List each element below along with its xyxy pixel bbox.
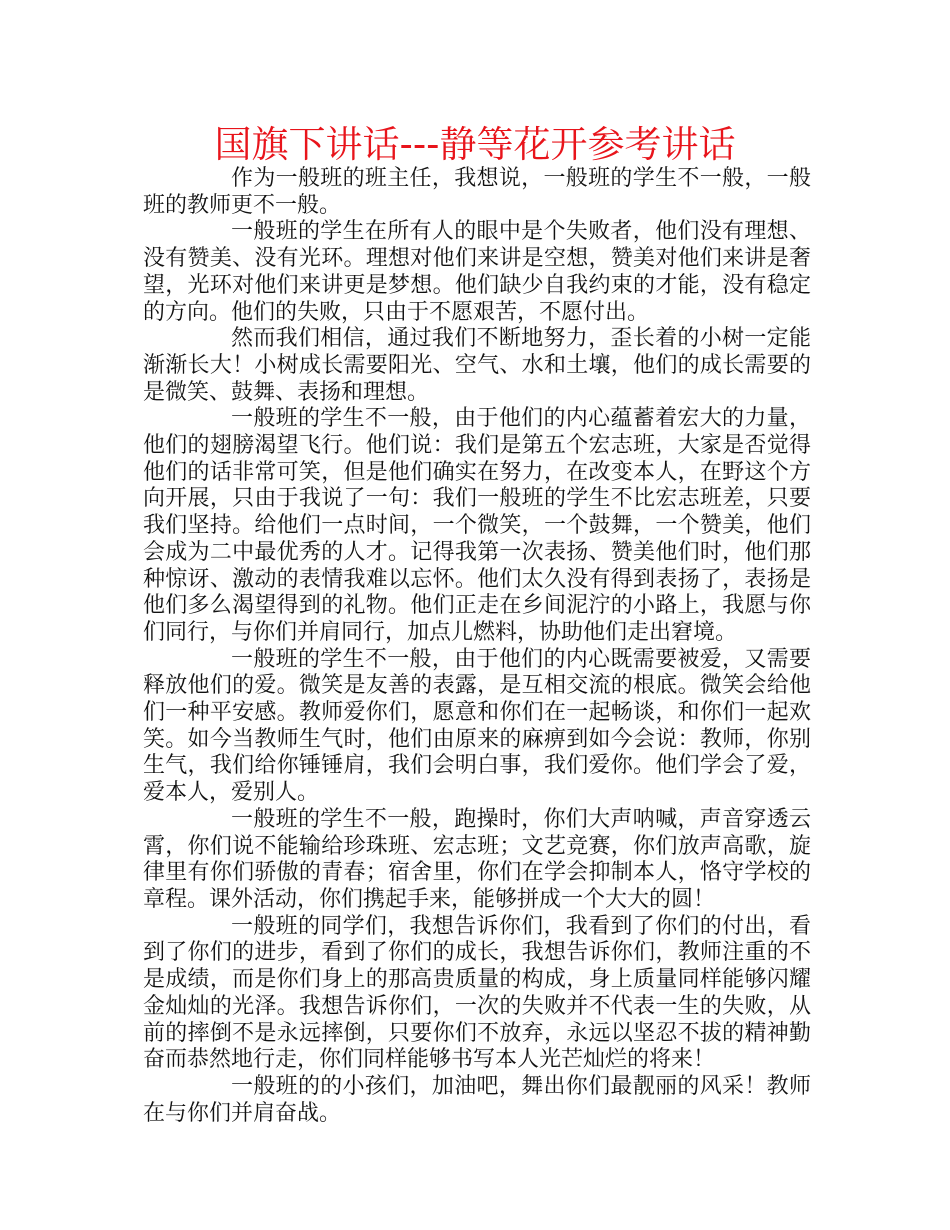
paragraph: 一般班的学生不一般，跑操时，你们大声呐喊，声音穿透云霄，你们说不能输给珍珠班、宏志班；文艺竞赛，你们放声高歌，旋律里有你们骄傲的青春；宿舍里，你们在学会抑制本人，恪守学校的章程。课外活动，你们携起手来，能够拼成一个大大的圆！ bbox=[143, 806, 811, 912]
document-body bbox=[143, 166, 811, 1127]
paragraph: 作为一般班的班主任，我想说，一般班的学生不一般，一般班的教师更不一般。 bbox=[143, 166, 811, 218]
document-title: 国旗下讲话---静等花开参考讲话 bbox=[214, 123, 736, 166]
paragraph: 然而我们相信，通过我们不断地努力，歪长着的小树一定能渐渐长大！小树成长需要阳光、空气、水和土壤，他们的成长需要的是微笑、鼓舞、表扬和理想。 bbox=[143, 326, 811, 405]
paragraph: 一般班的学生不一般，由于他们的内心既需要被爱，又需要释放他们的爱。微笑是友善的表露，是互相交流的根底。微笑会给他们一种平安感。教师爱你们，愿意和你们在一起畅谈，和你们一起欢笑。如今当教师生气时，他们由原来的麻痹到如今会说：教师，你别生气，我们给你锤锤肩，我们会明白事，我们爱你。他们学会了爱，爱本人，爱别人。 bbox=[143, 646, 811, 806]
paragraph: 一般班的学生在所有人的眼中是个失败者，他们没有理想、没有赞美、没有光环。理想对他们来讲是空想，赞美对他们来讲是奢望，光环对他们来讲更是梦想。他们缺少自我约束的才能，没有稳定的方向。他们的失败，只由于不愿艰苦，不愿付出。 bbox=[143, 219, 811, 325]
paragraph: 一般班的同学们，我想告诉你们，我看到了你们的付出，看到了你们的进步，看到了你们的成长，我想告诉你们，教师注重的不是成绩，而是你们身上的那高贵质量的构成，身上质量同样能够闪耀金灿灿的光泽。我想告诉你们，一次的失败并不代表一生的失败，从前的摔倒不是永远摔倒，只要你们不放弃，永远以坚忍不拔的精神勤奋而恭然地行走，你们同样能够书写本人光芒灿烂的将来！ bbox=[143, 913, 811, 1073]
paragraph: 一般班的的小孩们，加油吧，舞出你们最靓丽的风采！教师在与你们并肩奋战。 bbox=[143, 1073, 811, 1126]
paragraph: 一般班的学生不一般，由于他们的内心蕴蓄着宏大的力量，他们的翅膀渴望飞行。他们说：我们是第五个宏志班，大家是否觉得他们的话非常可笑，但是他们确实在努力，在改变本人，在野这个方向开展，只由于我说了一句：我们一般班的学生不比宏志班差，只要我们坚持。给他们一点时间，一个微笑，一个鼓舞，一个赞美，他们会成为二中最优秀的人才。记得我第一次表扬、赞美他们时，他们那种惊讶、激动的表情我难以忘怀。他们太久没有得到表扬了，表扬是他们多么渴望得到的礼物。他们正走在乡间泥泞的小路上，我愿与你们同行，与你们并肩同行，加点儿燃料，协助他们走出窘境。 bbox=[143, 406, 811, 645]
